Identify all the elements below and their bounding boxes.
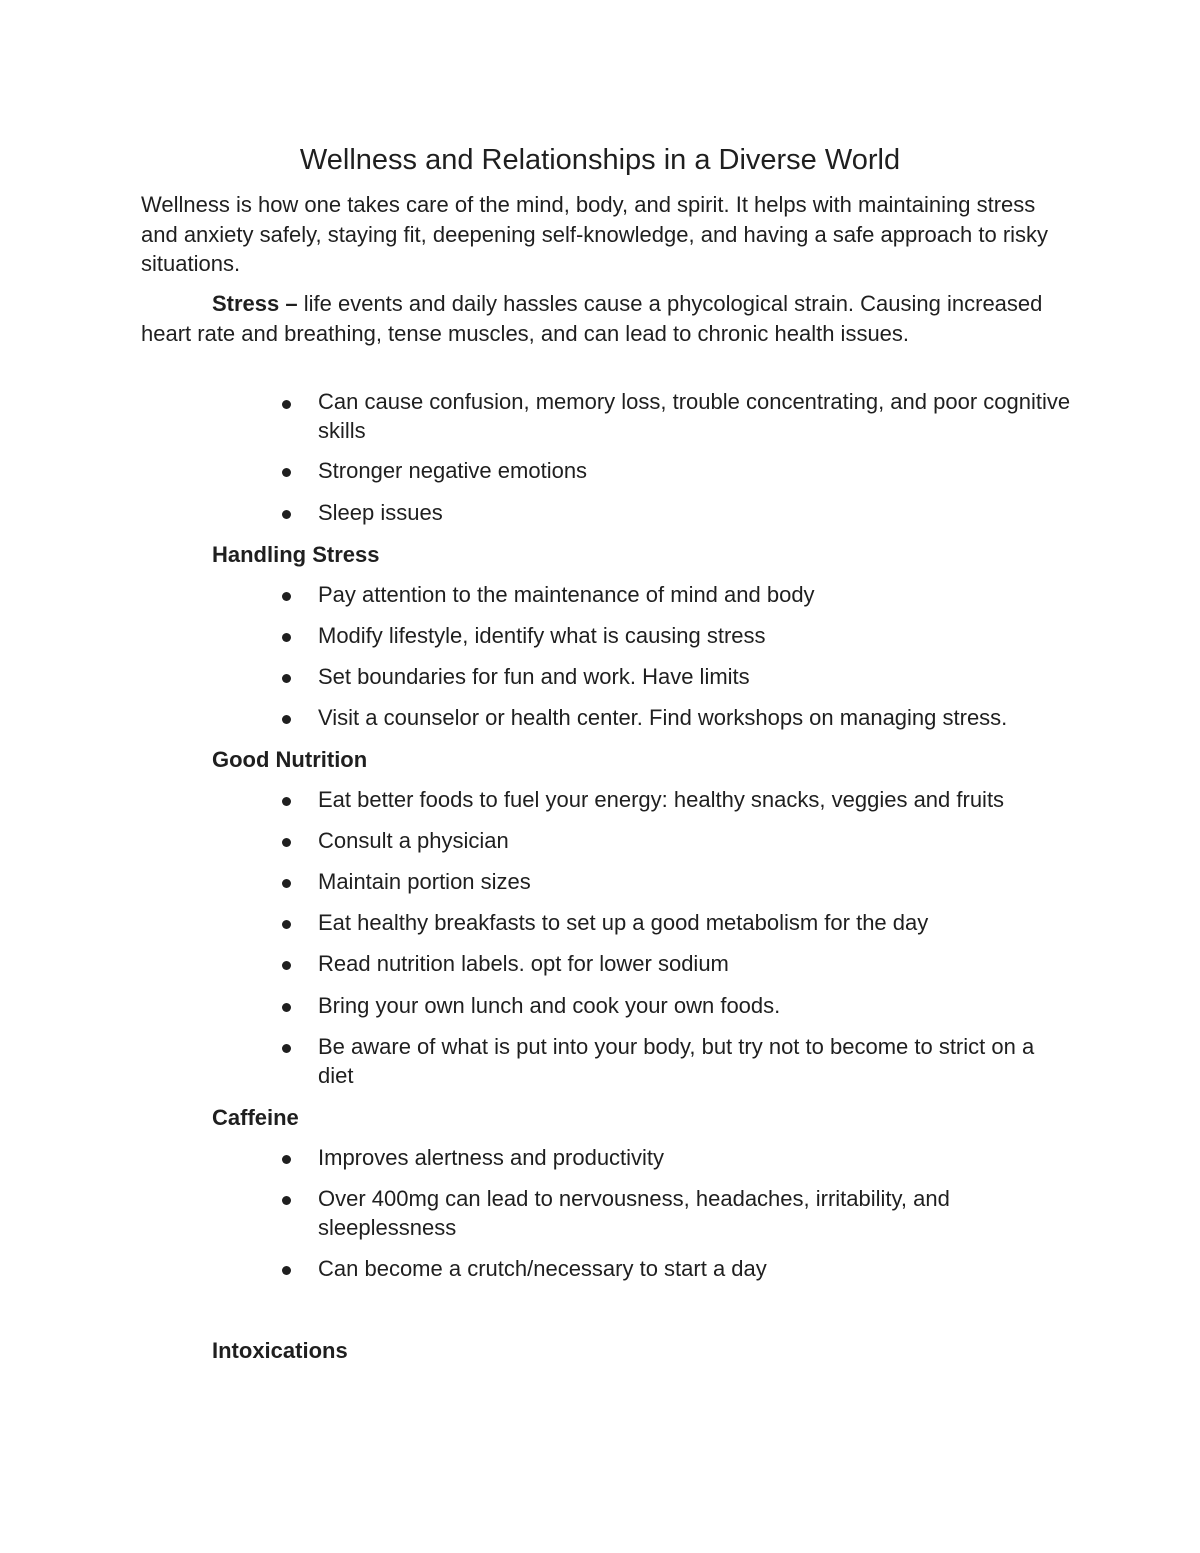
intro-paragraph: Wellness is how one takes care of the mind, body, and spirit. It helps with maintaining stress and anxiety safely, staying fit, deepening self-knowledge, and having a safe approach to risky situations.	[141, 192, 1049, 276]
document-title: Wellness and Relationships in a Diverse World	[299, 144, 901, 176]
bullet-icon	[282, 1044, 291, 1053]
bullet-icon	[282, 400, 291, 409]
bullet-icon	[282, 633, 291, 642]
list-item: Sleep issues	[318, 500, 443, 525]
section-heading: Intoxications	[212, 1338, 348, 1363]
bullet-icon	[282, 1266, 291, 1275]
section-heading: Caffeine	[212, 1105, 299, 1130]
list-item: Visit a counselor or health center. Find workshops on managing stress.	[318, 705, 1008, 730]
list-item: Over 400mg can lead to nervousness, headaches, irritability, and sleeplessness	[318, 1186, 950, 1240]
list-item: Be aware of what is put into your body, but try not to become to strict on a diet	[318, 1034, 1035, 1088]
stress-term: Stress –	[212, 291, 298, 316]
list-item: Read nutrition labels. opt for lower sodium	[318, 951, 729, 976]
section-heading: Handling Stress	[212, 542, 380, 567]
bullet-icon	[282, 879, 291, 888]
list-item: Can cause confusion, memory loss, trouble concentrating, and poor cognitive skills	[318, 389, 1071, 443]
bullet-icon	[282, 715, 291, 724]
list-item: Pay attention to the maintenance of mind and body	[318, 582, 815, 607]
list-item: Can become a crutch/necessary to start a day	[318, 1256, 767, 1281]
list-item: Maintain portion sizes	[318, 869, 531, 894]
bullet-icon	[282, 797, 291, 806]
list-item: Consult a physician	[318, 828, 509, 853]
bullet-icon	[282, 1003, 291, 1012]
stress-text: life events and daily hassles cause a phycological strain. Causing increased heart rate and breathing, tense muscles, and can lead to chronic health issues.	[141, 291, 1043, 346]
bullet-icon	[282, 1155, 291, 1164]
stress-paragraph	[141, 289, 1061, 348]
bullet-icon	[282, 920, 291, 929]
bullet-icon	[282, 674, 291, 683]
bullet-icon	[282, 510, 291, 519]
bullet-icon	[282, 961, 291, 970]
list-item: Stronger negative emotions	[318, 458, 588, 483]
list-item: Set boundaries for fun and work. Have limits	[318, 664, 750, 689]
list-item: Modify lifestyle, identify what is causing stress	[318, 623, 766, 648]
bullet-icon	[282, 1196, 291, 1205]
section-heading: Good Nutrition	[212, 747, 368, 772]
list-item: Eat better foods to fuel your energy: healthy snacks, veggies and fruits	[318, 787, 1005, 812]
bullet-icon	[282, 592, 291, 601]
bullet-icon	[282, 468, 291, 477]
list-item: Eat healthy breakfasts to set up a good metabolism for the day	[318, 910, 929, 935]
bullet-icon	[282, 838, 291, 847]
list-item: Bring your own lunch and cook your own foods.	[318, 993, 781, 1018]
list-item: Improves alertness and productivity	[318, 1145, 665, 1170]
